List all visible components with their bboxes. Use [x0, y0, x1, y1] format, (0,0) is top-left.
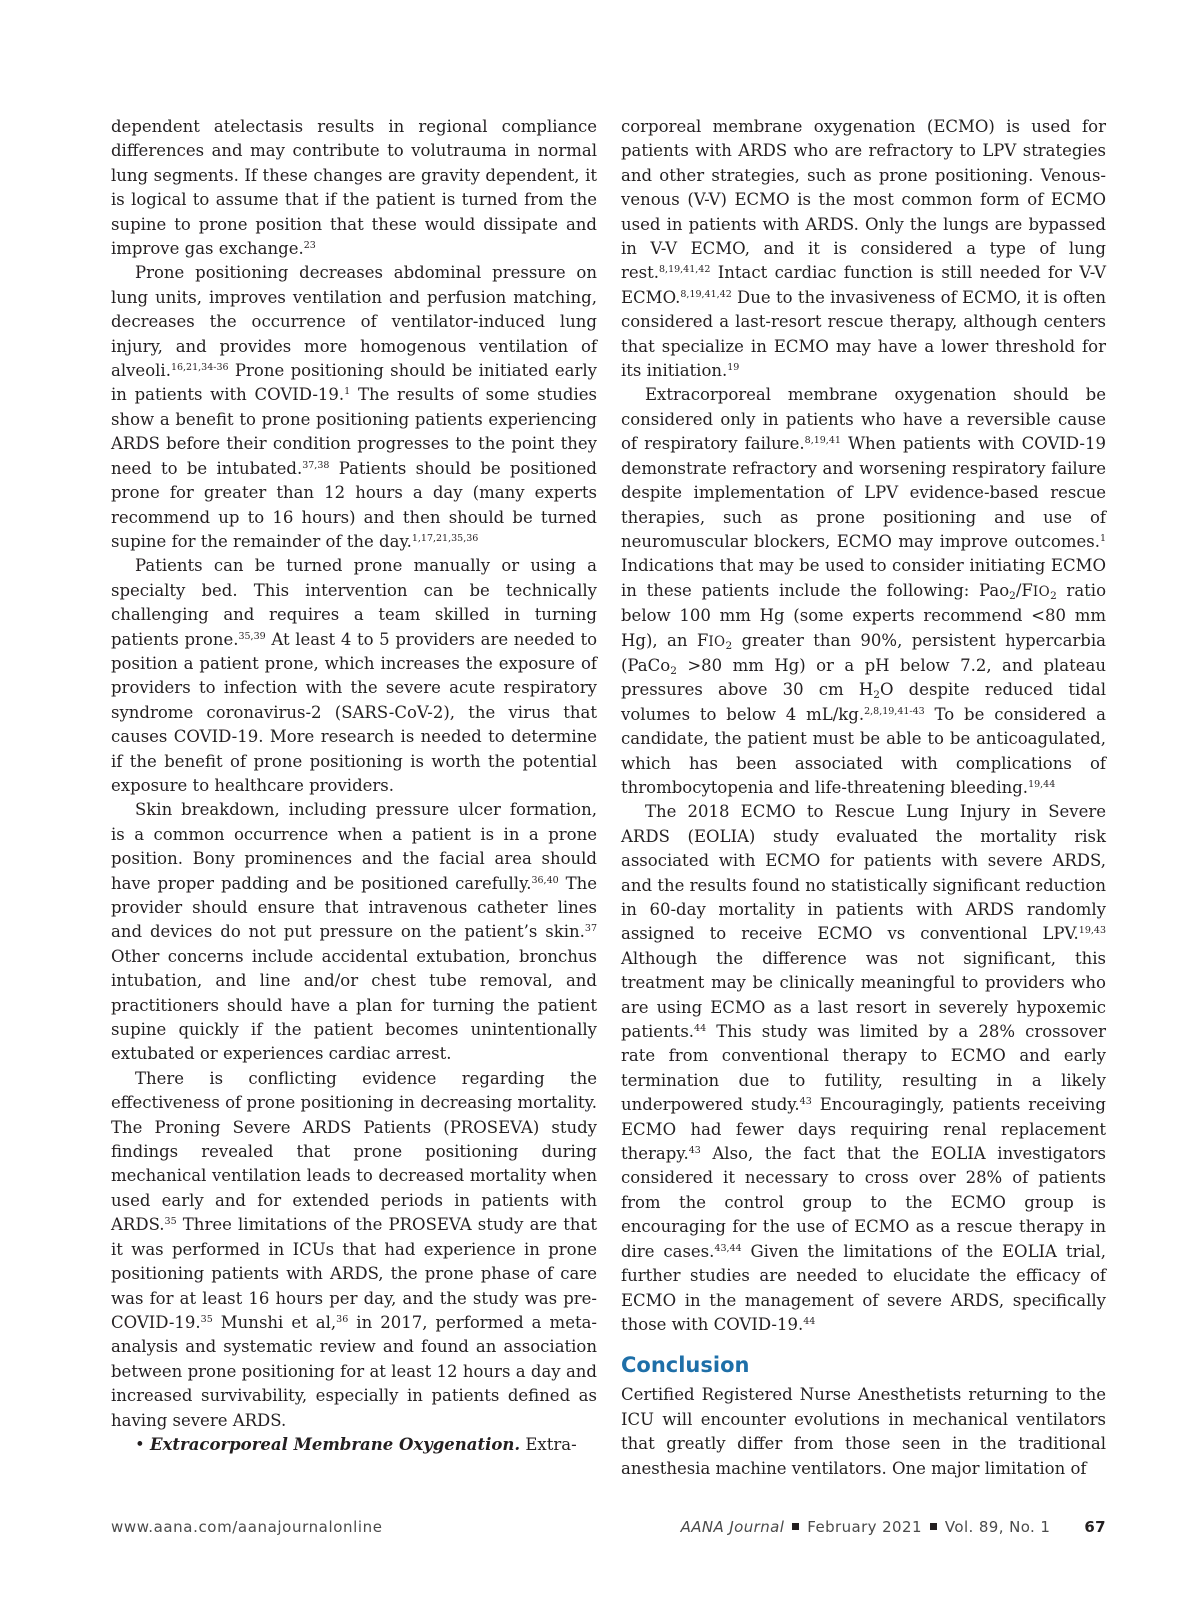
body-text: Patients can be turned prone manually or using a specialty bed. This intervention can be technically challenging and requires a team skilled in turning patients prone. [111, 556, 597, 649]
subscript: 2 [873, 689, 880, 702]
citation: 44 [803, 1315, 816, 1327]
run-in-heading-ecmo: Extracorporeal Membrane Oxygenation. [149, 1434, 521, 1454]
citation: 16,21,34-36 [170, 362, 229, 374]
citation: 8,19,41 [804, 435, 841, 447]
body-text: Skin breakdown, including pressure ulcer formation, is a common occurrence when a patient is in a prone position. Bony prominences and the facial area should have proper padding and be positioned carefully. [111, 800, 597, 893]
body-text: At least 4 to 5 providers are needed to position a patient prone, which increases the exposure of providers to infection with the severe acute respiratory syndrome coronavirus-2 (SARS-CoV-2), the virus that causes COVID-19. More research is needed to determine if the benefit of prone positioning is worth the potential exposure to healthcare providers. [111, 629, 598, 795]
body-text: ratio below 100 mm Hg (some experts recommend <80 mm Hg), an F [621, 580, 1106, 650]
volume-issue: Vol. 89, No. 1 [944, 1518, 1051, 1536]
citation: 35 [164, 1216, 177, 1228]
bullet: • [135, 1434, 145, 1454]
citation: 19,44 [1028, 778, 1056, 790]
paragraph-ecmo-start [111, 1433, 597, 1457]
body-text: corporeal membrane oxygenation (ECMO) is used for patients with ARDS who are refractory to LPV strategies and other strategies, such as prone positioning. Venous-venous (V-V) ECMO is the most common form of ECMO used in patients with ARDS. Only the lungs are bypassed in V-V ECMO, and it is considered a type of lung rest. [621, 117, 1106, 283]
citation: 8,19,41,42 [680, 288, 732, 300]
body-text: dependent atelectasis results in regional compliance differences and may contribute to volutrauma in normal lung segments. If these changes are gravity dependent, it is logical to assume that if the patient is turned from the supine to prone position that these would dissipate and improve gas exchange. [111, 117, 597, 259]
body-text: Other concerns include accidental extubation, bronchus intubation, and line and/or chest tube removal, and practitioners should have a plan for turning the patient supine quickly if the patient becomes unintentionally extubated or experiences cardiac arrest. [111, 946, 597, 1064]
section-heading-conclusion: Conclusion [621, 1353, 750, 1378]
body-text: /F [1015, 580, 1033, 600]
subscript: 2 [1009, 589, 1016, 602]
body-text: To be considered a candidate, the patient must be able to be anticoagulated, which has been associated with complications of thrombocytopenia and life-threatening bleeding. [621, 704, 1106, 797]
citation: 37 [584, 923, 597, 935]
subscript: 2 [670, 664, 677, 677]
citation: 44 [694, 1023, 707, 1035]
citation: 23 [303, 240, 316, 252]
small-caps-text: IO [1032, 583, 1051, 600]
subscript: 2 [1050, 589, 1057, 602]
paragraph-conflicting-evidence [111, 1067, 597, 1433]
body-text: Three limitations of the PROSEVA study are that it was performed in ICUs that had experience in prone positioning patients with ARDS, the prone phase of care was for at least 16 hours per day, and the study was pre-COVID-19. [111, 1215, 597, 1332]
small-caps-text: IO [708, 633, 726, 650]
citation: 43 [799, 1096, 812, 1108]
citation: 43 [688, 1145, 701, 1157]
right-column [621, 115, 1106, 1481]
paragraph-skin-breakdown [111, 798, 597, 1066]
body-text: Certified Registered Nurse Anesthetists returning to the ICU will encounter evolutions in mechanical ventilators that greatly differ from those seen in the traditional anesthesia machine ventilators. One major limitation of [621, 1385, 1106, 1478]
paragraph-ecmo-indications [621, 383, 1106, 800]
footer-citation [681, 1518, 1106, 1536]
citation: 36,40 [531, 874, 559, 886]
body-text: When patients with COVID-19 demonstrate refractory and worsening respiratory failure despite implementation of LPV evidence-based rescue therapies, such as prone positioning and use of neuromuscular blockers, ECMO may improve outcomes. [621, 434, 1107, 551]
body-text: Patients should be positioned prone for greater than 12 hours a day (many experts recommend up to 16 hours) and then should be turned supine for the remainder of the day. [111, 458, 597, 551]
citation: 37,38 [302, 459, 330, 471]
paragraph-ecmo-continued [621, 115, 1106, 383]
body-text: greater than 90%, persistent hypercarbia (PaCo [621, 630, 1106, 675]
citation: 35 [200, 1313, 213, 1325]
issue-date: February 2021 [807, 1518, 922, 1536]
body-text: in 2017, performed a meta-analysis and systematic review and found an association between prone positioning for at least 12 hours a day and increased survivability, especially in patients defined as having severe ARDS. [111, 1312, 597, 1430]
body-text: Due to the invasiveness of ECMO, it is often considered a last-resort rescue therapy, although centers that specialize in ECMO may have a lower threshold for its initiation. [621, 287, 1106, 381]
page-number: 67 [1084, 1518, 1106, 1536]
citation: 36 [336, 1313, 349, 1325]
body-text: Prone positioning decreases abdominal pressure on lung units, improves ventilation and perfusion matching, decreases the occurrence of ventilator-induced lung injury, and provides more homogenous ventilation of alveoli. [111, 263, 597, 381]
body-text: This study was limited by a 28% crossover rate from conventional therapy to ECMO and early termination due to futility, resulting in a likely underpowered study. [621, 1022, 1106, 1115]
page-footer [111, 1518, 1106, 1542]
body-text: >80 mm Hg) or a pH below 7.2, and plateau pressures above 30 cm H [621, 655, 1106, 700]
body-text: Indications that may be used to consider initiating ECMO in these patients include the following: Pao [621, 556, 1106, 600]
body-text: The provider should ensure that intravenous catheter lines and devices do not put pressure on the patient’s skin. [111, 873, 597, 942]
citation: 8,19,41,42 [659, 264, 711, 276]
body-text: The 2018 ECMO to Rescue Lung Injury in Severe ARDS (EOLIA) study evaluated the mortality risk associated with ECMO for patients with severe ARDS, and the results found no statistically significant reduction in 60-day mortality in patients with ARDS randomly assigned to receive ECMO vs conventional LPV. [621, 802, 1106, 944]
square-separator-icon [930, 1523, 937, 1530]
body-text: Extracorporeal membrane oxygenation should be considered only in patients who have a reversible cause of respiratory failure. [621, 385, 1106, 454]
citation: 19,43 [1078, 925, 1106, 937]
body-text: There is conflicting evidence regarding the effectiveness of prone positioning in decreasing mortality. The Proning Severe ARDS Patients (PROSEVA) study findings revealed that prone positioning during mechanical ventilation leads to decreased mortality when used early and for extended periods in patients with ARDS. [111, 1068, 597, 1235]
citation: 35,39 [238, 630, 266, 642]
paragraph-turning-prone [111, 554, 597, 798]
subscript: 2 [725, 639, 733, 652]
body-text: Given the limitations of the EOLIA trial, further studies are needed to elucidate the efficacy of ECMO in the management of severe ARDS, specifically those with COVID-19. [621, 1241, 1107, 1334]
body-text: Although the difference was not significant, this treatment may be clinically meaningful to providers who are using ECMO as a last resort in severely hypoxemic patients. [621, 948, 1106, 1042]
citation: 2,8,19,41-43 [864, 705, 925, 717]
citation: 1,17,21,35,36 [411, 532, 479, 544]
journal-name: AANA Journal [680, 1518, 785, 1536]
body-text: Munshi et al, [212, 1312, 337, 1332]
citation: 1 [344, 386, 351, 398]
body-text: The results of some studies show a benefit to prone positioning patients experiencing ARDS before their condition progresses to the point they need to be intubated. [111, 385, 597, 478]
body-text: Also, the fact that the EOLIA investigators considered it necessary to cross over 28% of patients from the control group to the ECMO group is encouraging for the use of ECMO as a rescue therapy in dire cases. [621, 1144, 1106, 1261]
citation: 19 [727, 362, 740, 374]
body-text: Prone positioning should be initiated early in patients with COVID-19. [111, 361, 597, 405]
body-text: Intact cardiac function is still needed for V-V ECMO. [621, 263, 1106, 307]
body-text: O despite reduced tidal volumes to below 4 mL/kg. [621, 680, 1106, 724]
paragraph-eolia-study [621, 800, 1106, 1337]
square-separator-icon [792, 1523, 799, 1530]
left-column [111, 115, 597, 1457]
body-text: Encouragingly, patients receiving ECMO had fewer days requiring renal replacement therapy. [621, 1095, 1106, 1164]
paragraph-conclusion [621, 1383, 1106, 1481]
paragraph-dependent-atelectasis [111, 115, 597, 261]
body-text: Extra- [520, 1434, 577, 1454]
paragraph-prone-positioning-benefits [111, 261, 597, 554]
footer-url: www.aana.com/aanajournalonline [111, 1518, 383, 1536]
citation: 1 [1099, 532, 1106, 544]
citation: 43,44 [714, 1242, 742, 1254]
